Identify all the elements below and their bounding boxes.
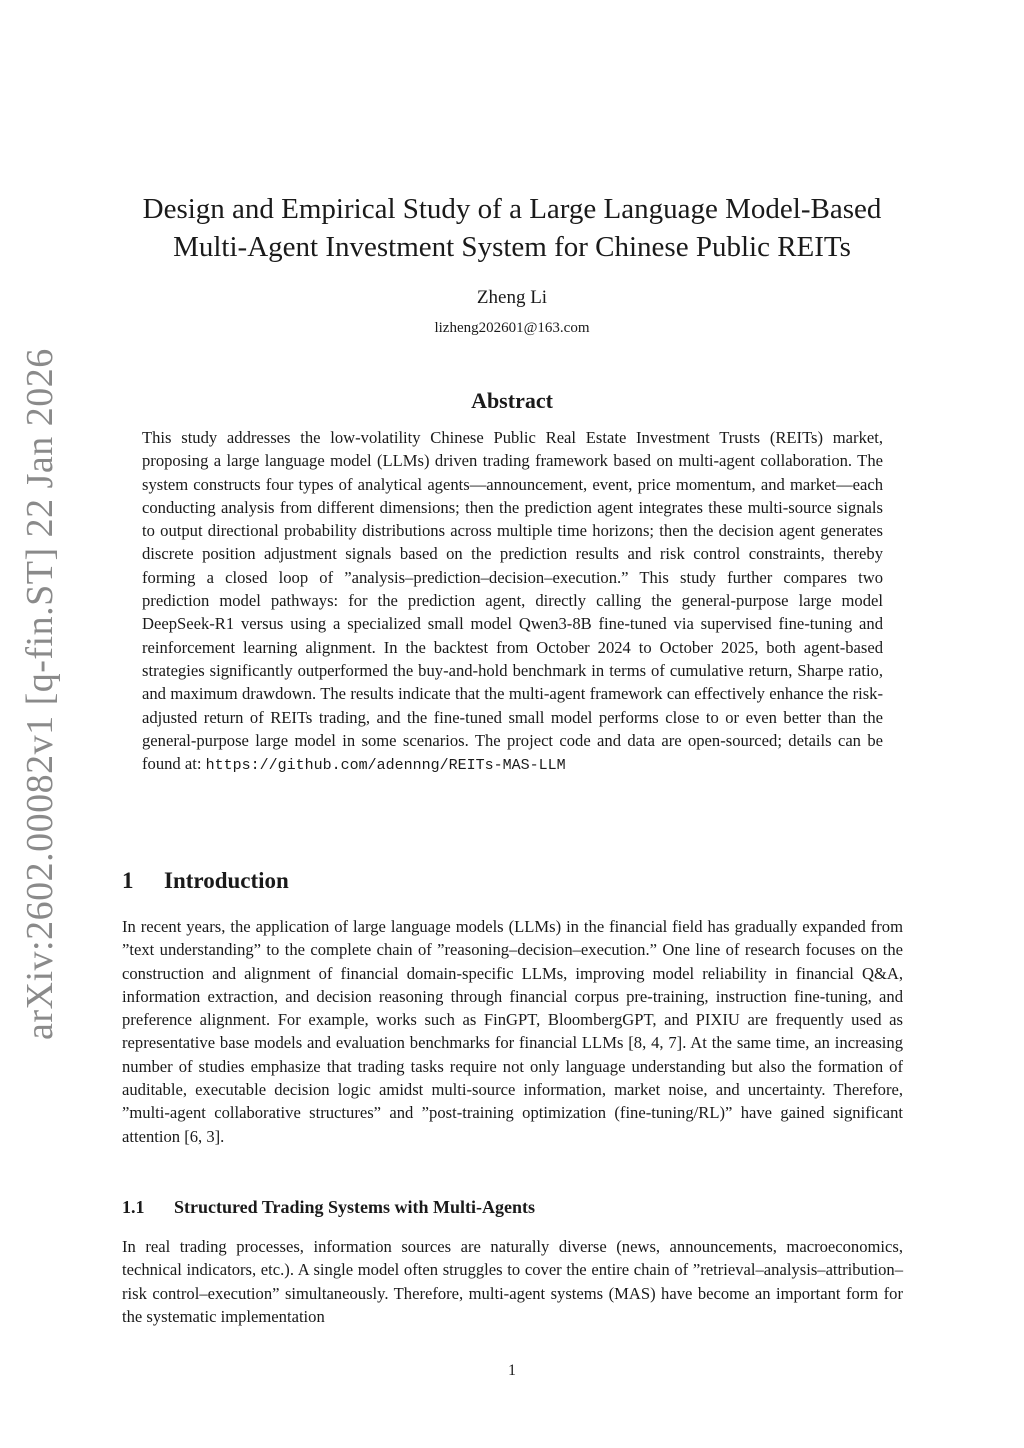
section-heading-introduction — [122, 868, 289, 894]
section-title: Introduction — [164, 868, 289, 893]
subsection-number: 1.1 — [122, 1197, 145, 1217]
abstract-text: This study addresses the low-volatility Chinese Public Real Estate Investment Trusts (REITs) market, proposing a large language model (LLMs) driven trading framework based on multi-agent collaboration. The system constructs four types of analytical agents—announcement, event, price momentum, and market—each conducting analysis from different dimensions; then the prediction agent integrates these multi-source signals to output directional probability distributions across multiple time horizons; then the decision agent generates discrete position adjustment signals based on the prediction results and risk control constraints, thereby forming a closed loop of ”analysis–prediction–decision–execution.” This study further compares two prediction model pathways: for the prediction agent, directly calling the general-purpose large model DeepSeek-R1 versus using a specialized small model Qwen3-8B fine-tuned via supervised fine-tuning and reinforcement learning alignment. In the backtest from October 2024 to October 2025, both agent-based strategies significantly outperformed the buy-and-hold benchmark in terms of cumulative return, Sharpe ratio, and maximum drawdown. The results indicate that the multi-agent framework can effectively enhance the risk-adjusted return of REITs trading, and the fine-tuned small model performs close to or even better than the general-purpose large model in some scenarios. The project code and data are open-sourced; details can be found at: — [142, 428, 883, 774]
repository-link[interactable]: https://github.com/adennng/REITs-MAS-LLM — [205, 757, 566, 775]
title-line-2: Multi-Agent Investment System for Chinese Public REITs — [173, 231, 851, 263]
subsection-heading-multi-agents — [122, 1197, 535, 1218]
abstract-body — [142, 426, 883, 777]
introduction-paragraph: In recent years, the application of large language models (LLMs) in the financial field has gradually expanded from ”text understanding” to the complete chain of ”reasoning–decision–execution.” One line of research focuses on the construction and alignment of financial domain-specific LLMs, improving model reliability in financial Q&A, information extraction, and decision reasoning through financial corpus pre-training, instruction fine-tuning, and preference alignment. For example, works such as FinGPT, BloombergGPT, and PIXIU are frequently used as representative base models and evaluation benchmarks for financial LLMs [8, 4, 7]. At the same time, an increasing number of studies emphasize that trading tasks require not only language understanding but also the formation of auditable, executable decision logic amidst multi-source information, market noise, and uncertainty. Therefore, ”multi-agent collaborative structures” and ”post-training optimization (fine-tuning/RL)” have gained significant attention [6, 3]. — [122, 917, 903, 1146]
paper-title — [100, 190, 924, 266]
page-number: 1 — [508, 1362, 516, 1379]
subsection-title: Structured Trading Systems with Multi-Agents — [174, 1197, 536, 1217]
author-name: Zheng Li — [476, 287, 548, 308]
arxiv-identifier: arXiv:2602.00082v1 [q-fin.ST] 22 Jan 2026 — [19, 348, 61, 1040]
section-number: 1 — [122, 868, 134, 893]
subsection-paragraph: In real trading processes, information sources are naturally diverse (news, announcements, macroeconomics, technical indicators, etc.). A single model often struggles to cover the entire chain of ”retrieval–analysis–attribution–risk control–execution” simultaneously. Therefore, multi-agent systems (MAS) have become an important form for the systematic implementation — [122, 1237, 903, 1326]
abstract-heading: Abstract — [471, 388, 553, 413]
author-email: lizheng202601@163.com — [434, 320, 590, 336]
title-line-1: Design and Empirical Study of a Large Language Model-Based — [142, 193, 882, 225]
